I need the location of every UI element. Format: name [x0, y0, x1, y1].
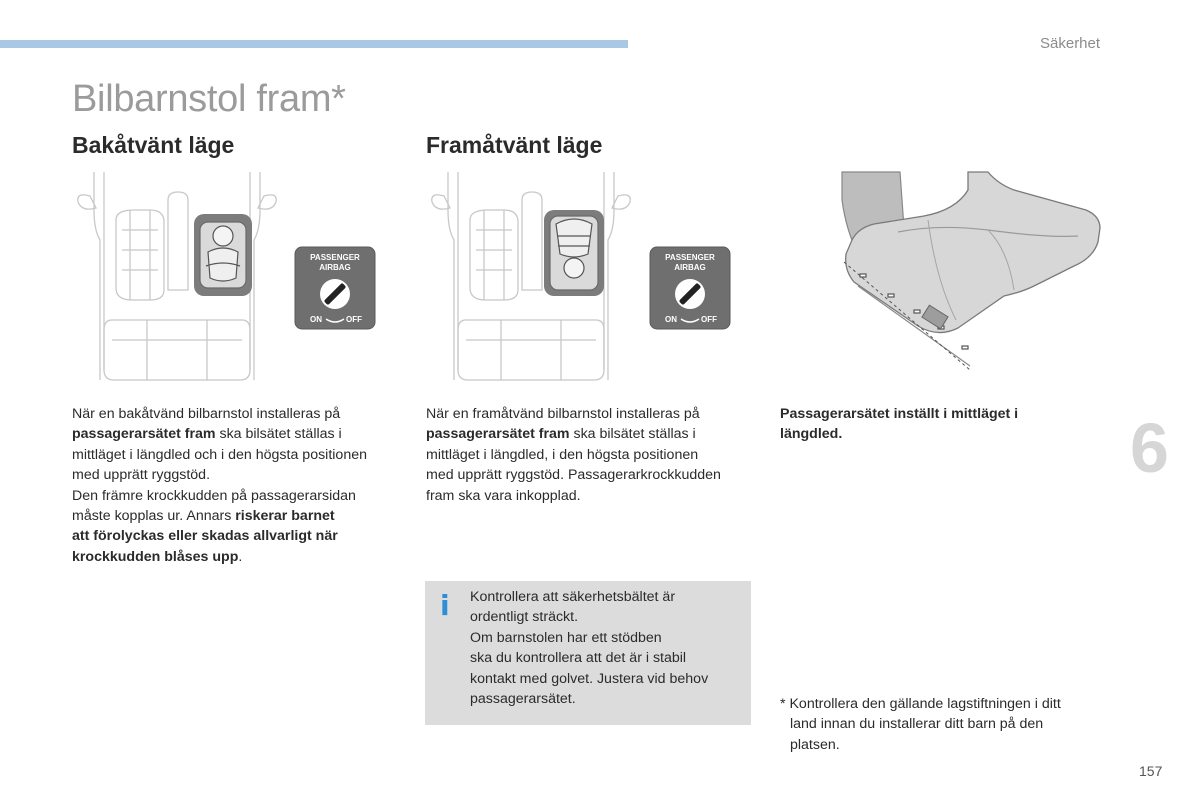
text-line: fram ska vara inkopplad.: [426, 487, 581, 504]
text-line: ordentligt sträckt.: [470, 609, 579, 626]
text-line: Kontrollera att säkerhetsbältet är: [470, 589, 676, 605]
text-line: * Kontrollera den gällande lagstiftningen i ditt: [780, 696, 1061, 712]
text-line: ska bilsätet ställas i: [569, 426, 696, 443]
info-text: [470, 587, 708, 709]
airbag-label-line1: PASSENGER: [310, 253, 360, 262]
passenger-airbag-switch-off: [294, 246, 376, 330]
forward-facing-instructions: [426, 404, 756, 506]
header-accent-bar: [0, 40, 628, 48]
text-line: Passagerarsätet inställt i mittläget i: [780, 406, 1019, 422]
bold-term: passagerarsätet fram: [72, 426, 216, 443]
text-line: längdled.: [780, 426, 843, 443]
airbag-on-label: ON: [310, 315, 322, 324]
seat-caption: [780, 404, 1110, 445]
airbag-label-line2: AIRBAG: [319, 263, 351, 272]
airbag-label-line1: PASSENGER: [665, 253, 715, 262]
text-line: land innan du installerar ditt barn på den: [790, 716, 1044, 733]
text-line: mittläget i längdled, i den högsta positionen: [426, 446, 699, 463]
text-line: ska du kontrollera att det är i stabil: [470, 650, 687, 667]
rear-facing-instructions: [72, 404, 402, 567]
page-title: Bilbarnstol fram*: [72, 78, 346, 120]
text-line: .: [238, 548, 243, 565]
rear-facing-car-illustration: [72, 170, 282, 392]
bold-term: passagerarsätet fram: [426, 426, 570, 443]
airbag-off-label: OFF: [346, 315, 362, 324]
text-line: Om barnstolen har ett stödben: [470, 629, 662, 646]
airbag-on-label: ON: [665, 315, 677, 324]
text-line: När en framåtvänd bilbarnstol installeras på: [426, 406, 700, 422]
text-line: kontakt med golvet. Justera vid behov: [470, 670, 709, 687]
text-line: med upprätt ryggstöd. Passagerarkrockkudden: [426, 467, 721, 484]
bold-warning: krockkudden blåses upp: [72, 548, 239, 565]
bold-warning: att förolyckas eller skadas allvarligt när: [72, 528, 338, 545]
text-line: platsen.: [790, 736, 840, 753]
forward-facing-car-illustration: [426, 170, 636, 392]
footnote: [780, 694, 1110, 755]
bold-warning: riskerar barnet: [235, 508, 335, 525]
airbag-off-label: OFF: [701, 315, 717, 324]
seat-rail-illustration: [838, 170, 1110, 380]
text-line: måste kopplas ur. Annars: [72, 508, 236, 525]
text-line: ska bilsätet ställas i: [215, 426, 342, 443]
text-line: Den främre krockkudden på passagerarsidan: [72, 487, 356, 504]
text-line: med upprätt ryggstöd.: [72, 467, 211, 484]
text-line: mittläget i längdled och i den högsta positionen: [72, 446, 367, 463]
chapter-number: 6: [1130, 409, 1169, 487]
info-icon: i: [440, 589, 450, 622]
heading-forward-facing: Framåtvänt läge: [426, 132, 603, 158]
heading-rear-facing: Bakåtvänt läge: [72, 132, 235, 158]
page-number: 157: [1139, 763, 1163, 779]
text-line: passagerarsätet.: [470, 691, 576, 708]
text-line: När en bakåtvänd bilbarnstol installeras på: [72, 406, 341, 422]
passenger-airbag-switch-on: [649, 246, 731, 330]
section-name: Säkerhet: [1040, 35, 1101, 52]
airbag-label-line2: AIRBAG: [674, 263, 706, 272]
